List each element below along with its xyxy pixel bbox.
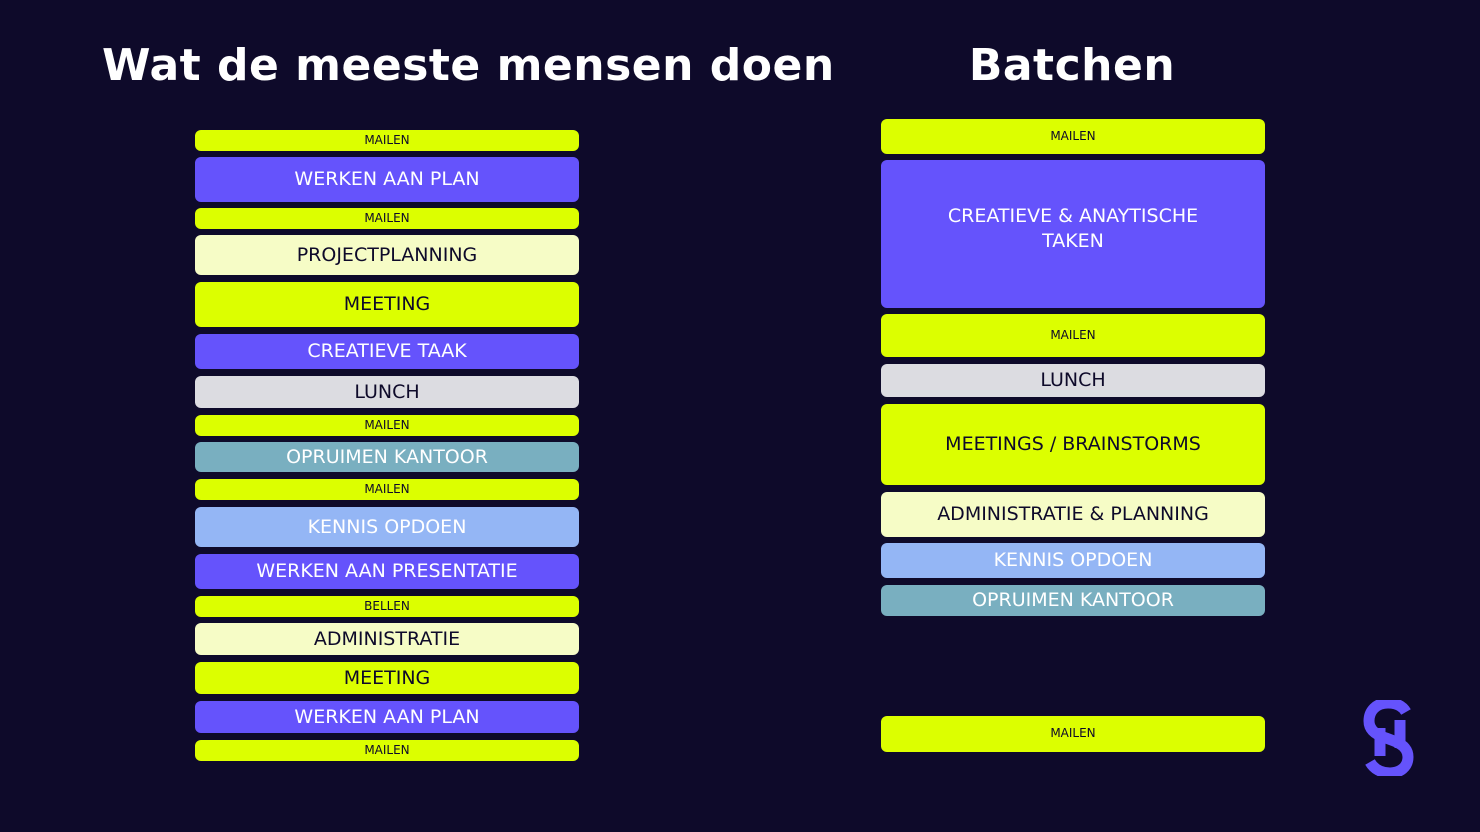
- right-block-administratie-planning: ADMINISTRATIE & PLANNING: [881, 492, 1265, 537]
- s-logo-icon: [1362, 700, 1418, 776]
- left-block-meeting: MEETING: [195, 662, 579, 694]
- right-block-mailen: MAILEN: [881, 314, 1265, 357]
- left-block-mailen: MAILEN: [195, 208, 579, 229]
- heading-left: Wat de meeste mensen doen: [102, 40, 835, 91]
- left-block-kennis-opdoen: KENNIS OPDOEN: [195, 507, 579, 547]
- left-block-werken-aan-presentatie: WERKEN AAN PRESENTATIE: [195, 554, 579, 589]
- left-block-mailen: MAILEN: [195, 479, 579, 500]
- left-block-creatieve-taak: CREATIEVE TAAK: [195, 334, 579, 369]
- right-block-meetings-brainstorms: MEETINGS / BRAINSTORMS: [881, 404, 1265, 485]
- left-block-opruimen-kantoor: OPRUIMEN KANTOOR: [195, 442, 579, 472]
- left-block-projectplanning: PROJECTPLANNING: [195, 235, 579, 275]
- left-block-bellen: BELLEN: [195, 596, 579, 617]
- right-block-mailen: MAILEN: [881, 716, 1265, 752]
- heading-right: Batchen: [968, 40, 1176, 91]
- left-block-mailen: MAILEN: [195, 740, 579, 761]
- left-block-werken-aan-plan: WERKEN AAN PLAN: [195, 701, 579, 733]
- left-block-meeting: MEETING: [195, 282, 579, 327]
- right-block-creatieve-analytische-taken: CREATIEVE & ANAYTISCHE TAKEN: [881, 160, 1265, 308]
- right-block-mailen: MAILEN: [881, 119, 1265, 154]
- left-block-lunch: LUNCH: [195, 376, 579, 408]
- right-block-lunch: LUNCH: [881, 364, 1265, 397]
- left-block-werken-aan-plan: WERKEN AAN PLAN: [195, 157, 579, 202]
- left-block-mailen: MAILEN: [195, 130, 579, 151]
- left-block-administratie: ADMINISTRATIE: [195, 623, 579, 655]
- left-block-mailen: MAILEN: [195, 415, 579, 436]
- right-block-opruimen-kantoor: OPRUIMEN KANTOOR: [881, 585, 1265, 616]
- right-block-kennis-opdoen: KENNIS OPDOEN: [881, 543, 1265, 578]
